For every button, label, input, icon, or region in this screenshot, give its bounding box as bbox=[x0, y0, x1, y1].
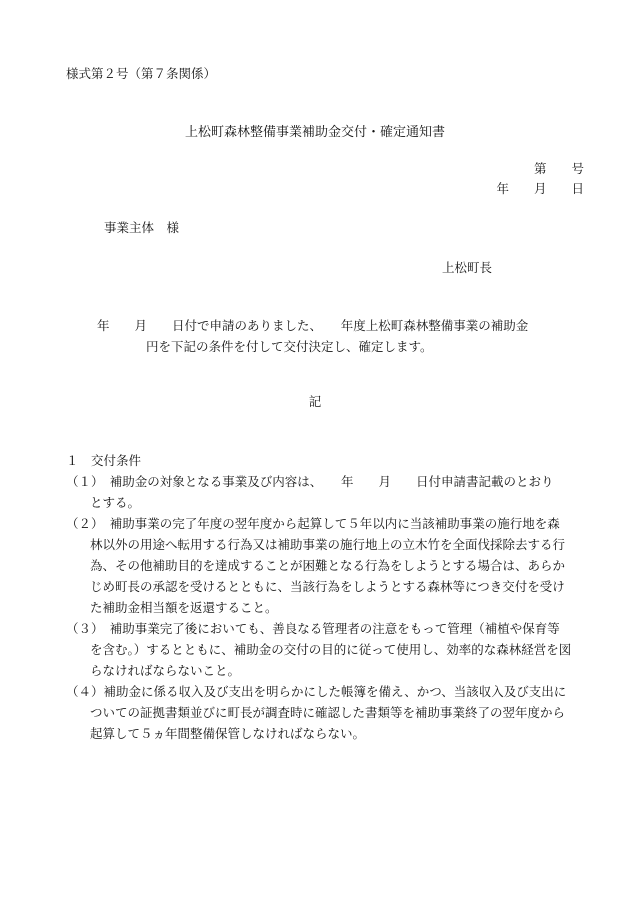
condition-line: らなければならないこと。 bbox=[90, 663, 241, 678]
condition-item-3 bbox=[66, 618, 586, 681]
condition-line: （４）補助金に係る収入及び支出を明らかにした帳簿を備え、かつ、当該収入及び支出に bbox=[66, 684, 567, 699]
condition-line: た補助金相当額を返還すること。 bbox=[90, 600, 278, 615]
condition-line: ついての証拠書類並びに町長が調査時に確認した書類等を補助事業終了の翌年度から bbox=[90, 705, 566, 720]
ki-heading: 記 bbox=[308, 394, 322, 409]
condition-line: 起算して５ヵ年間整備保管しなければならない。 bbox=[90, 726, 366, 741]
condition-line: 林以外の用途へ転用する行為又は補助事業の施行地上の立木竹を全面伐採除去する行 bbox=[90, 537, 566, 552]
condition-line: （１） 補助金の対象となる事業及び内容は、 年 月 日付申請書記載のとおり bbox=[66, 474, 554, 489]
issue-date: 年 月 日 bbox=[496, 181, 584, 196]
condition-item-2 bbox=[66, 513, 586, 618]
condition-item-4 bbox=[66, 681, 586, 744]
condition-item-1 bbox=[66, 471, 586, 513]
document-title: 上松町森林整備事業補助金交付・確定通知書 bbox=[184, 125, 445, 140]
condition-line: 為、その他補助目的を達成することが困難となる行為をしようとする場合は、あらか bbox=[90, 558, 566, 573]
conditions-heading: １ 交付条件 bbox=[66, 453, 142, 468]
recipient: 事業主体 様 bbox=[104, 220, 180, 235]
document-number: 第 号 bbox=[533, 161, 584, 176]
condition-line: を含む。）するとともに、補助金の交付の目的に従って使用し、効率的な森林経営を図 bbox=[90, 642, 572, 657]
body-line-2: 円を下記の条件を付して交付決定し、確定します。 bbox=[146, 339, 433, 354]
condition-line: （２） 補助事業の完了年度の翌年度から起算して５年以内に当該補助事業の施行地を森 bbox=[66, 516, 560, 531]
conditions-section bbox=[66, 450, 586, 744]
body-line-1: 年 月 日付で申請のありました、 年度上松町森林整備事業の補助金 bbox=[97, 318, 529, 333]
issuer: 上松町長 bbox=[442, 260, 493, 275]
condition-line: じめ町長の承認を受けるとともに、当該行為をしようとする森林等につき交付を受け bbox=[90, 579, 565, 594]
form-number: 様式第２号（第７条関係） bbox=[66, 66, 217, 81]
condition-line: とする。 bbox=[90, 495, 141, 510]
condition-line: （３） 補助事業完了後においても、善良なる管理者の注意をもって管理（補植や保育等 bbox=[66, 621, 560, 636]
